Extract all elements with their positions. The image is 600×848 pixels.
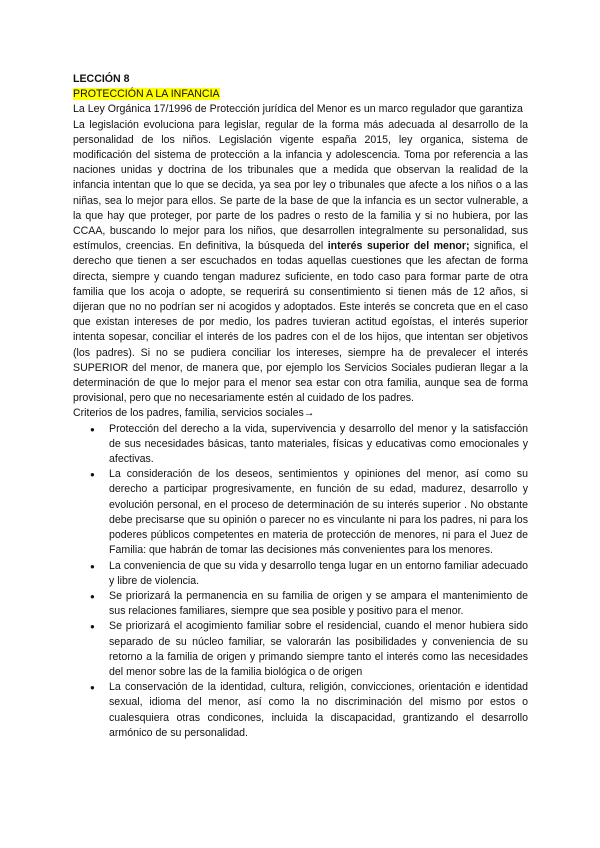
body-bold-term: interés superior del menor; (327, 240, 470, 253)
lesson-title: LECCIÓN 8 (73, 73, 130, 85)
intro-paragraph: La Ley Orgánica 17/1996 de Protección jurídica del Menor es un marco regulador que garantiza (73, 103, 523, 116)
body-text-start: La legislación evoluciona para legislar, regular de la forma más adecuada al desarrollo de la personalidad de los niños. Legislación vigente españa 2015, ley organica, sistema de modificación del sistema de protección a la infancia y adolescencia. Toma por referencia a las naciones unidas y doctrina de los tribunales que a medida que observan la realidad de la infancia intentan que lo que se decida, ya sea por ley o tribunales que afecte a los niños o a las niñas, sea lo mejor para ellos. Se parte de la base de que la infancia es un sector vulnerable, a la que hay que proteger, por parte de los padres o resto de la familia y si no hubiera, por las CCAA, buscando lo mejor para los niños, que desarrollen integralmente su personalidad, sus estímulos, creencias. En definitiva, la búsqueda del (73, 118, 528, 253)
list-item: ● La conservación de la identidad, cultura, religión, convicciones, orientación e identidad sexual, idioma del menor, así como la no discriminación del mismo por estos o cualesquiera otras condicones, incluida la discapacidad, grantizando el desarrollo armónico de su personalidad. (109, 680, 528, 741)
list-item: ● La conveniencia de que su vida y desarrollo tenga lugar en un entorno familiar adecuado y libre de violencia. (109, 559, 528, 589)
list-item: ● La consideración de los deseos, sentimientos y opiniones del menor, así como su derecho a participar progresivamente, en función de su edad, madurez, desarrollo y evolución personal, en el proceso de determinación de su interés superior . No obstante debe precisarse que su opinión o parecer no es vinculante ni para los padres, ni para los poderes públicos competentes en materia de protección de menores, ni para el Juez de Familia: que habrán de tomar las decisiones más convenientes para los menores. (109, 467, 528, 558)
criteria-list (73, 422, 528, 741)
list-item: ● Se priorizará el acogimiento familiar sobre el residencial, cuando el menor hubiera sido separado de su núcleo familiar, se valorarán las posibilidades y conveniencia de su retorno a la familia de origen y primando siempre tanto el interés como las necesidades del menor sobre las de la familia biológica o de origen (109, 619, 528, 680)
criteria-heading: Criterios de los padres, familia, servicios sociales→ (73, 407, 315, 420)
body-paragraph (73, 118, 528, 407)
lesson-subtitle (73, 87, 528, 102)
highlighted-subtitle: PROTECCIÓN A LA INFANCIA (73, 88, 220, 101)
list-item: ● Protección del derecho a la vida, supervivencia y desarrollo del menor y la satisfacción de sus necesidades básicas, tanto materiales, físicas y educativas como emocionales y afectivas. (109, 422, 528, 468)
body-text-end: significa, el derecho que tienen a ser escuchados en todas aquellas cuestiones que les afectan de forma directa, siempre y cuando tengan madurez suficiente, en todo caso para formar parte de otra familia que los acoja o adopte, se requerirá su consentimiento si tienen más de 12 años, si dijeran que no no podrían ser ni acogidos y adoptados. Este interés se concreta que en el caso que existan intereses de por medio, los padres tuvieran actitud egoístas, el interés superior intenta sopesar, conciliar el interés de los padres con el de los hijos, que intentan ser objetivos (los padres). Si no se pudiera conciliar los intereses, siempre ha de prevalecer el interés SUPERIOR del menor, de manera que, por ejemplo los Servicios Sociales pudieran llegar a la determinación de que lo mejor para el menor sea estar con otra familia, aunque sea de forma provisional, pero que no necesariamente estén al cuidado de los padres. (73, 240, 529, 405)
list-item: ● Se priorizará la permanencia en su familia de origen y se ampara el mantenimiento de sus relaciones familiares, siempre que sea posible y positivo para el menor. (109, 589, 528, 619)
